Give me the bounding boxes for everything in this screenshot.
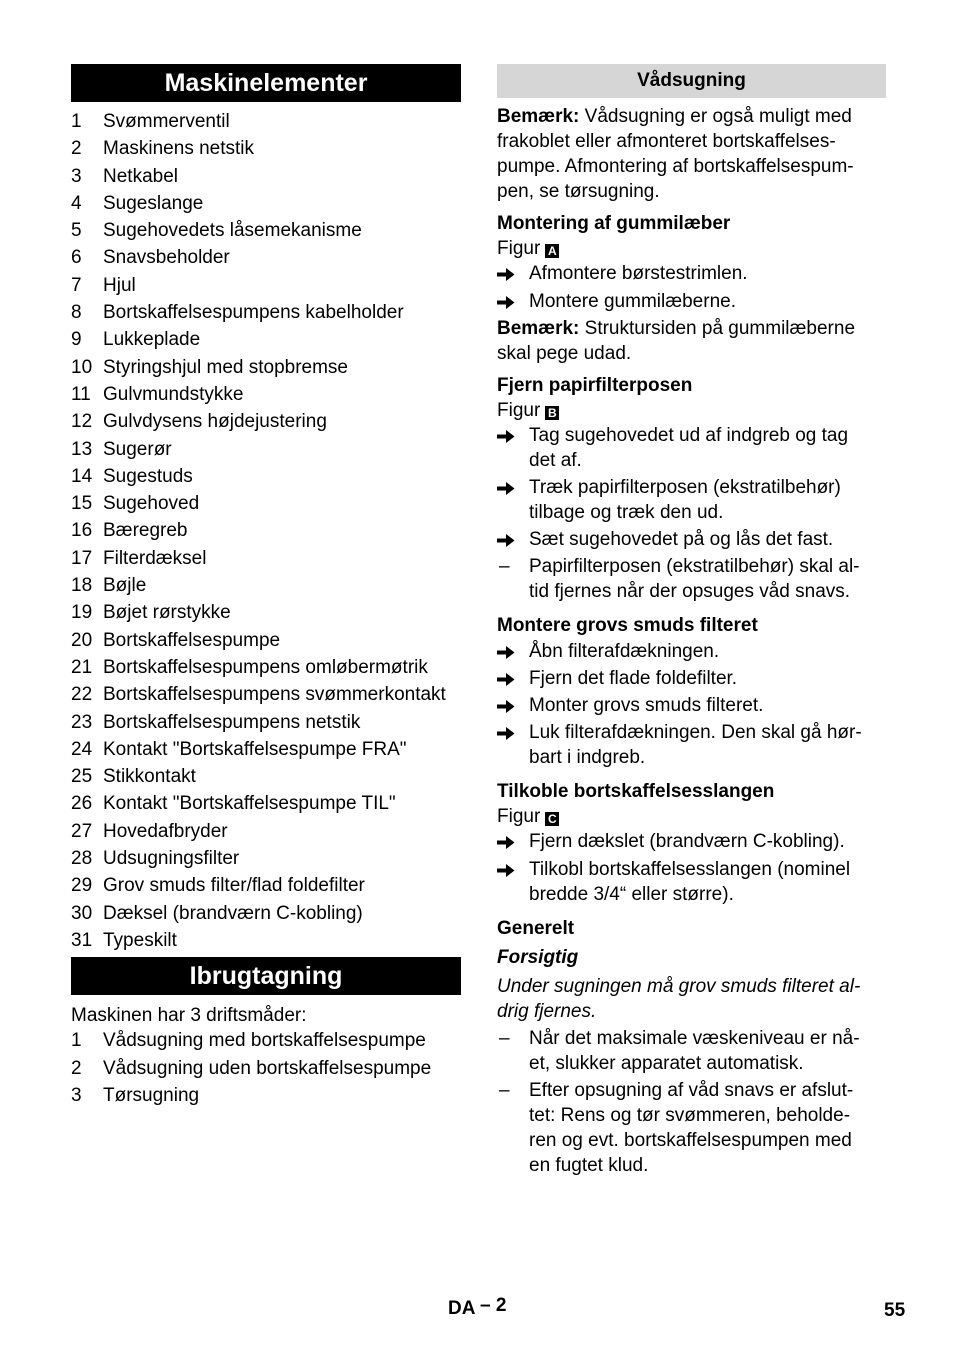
item-number: 30 <box>71 902 93 924</box>
list-item <box>71 490 461 517</box>
section-title-coarse-filter: Montere grovs smuds filteret <box>497 615 758 636</box>
item-text: Bortskaffelsespumpens omløbermøtrik <box>103 656 428 678</box>
step-text: Luk filterafdækningen. Den skal gå hør- <box>529 722 862 743</box>
list-item <box>71 736 461 763</box>
item-number: 27 <box>71 820 93 842</box>
item-number: 29 <box>71 875 93 897</box>
item-number: 20 <box>71 629 93 651</box>
dash-icon: – <box>499 1080 510 1101</box>
arrow-icon <box>497 639 529 664</box>
item-number: 22 <box>71 684 93 706</box>
step <box>497 261 886 286</box>
item-number: 16 <box>71 520 93 542</box>
item-text: Sugerør <box>103 438 172 460</box>
step <box>497 857 886 907</box>
item-text: Bortskaffelsespumpe <box>103 629 281 651</box>
step-text: bredde 3/4“ eller større). <box>529 884 734 905</box>
step <box>497 475 886 525</box>
right-column <box>497 64 886 1178</box>
step <box>497 289 886 314</box>
list-item <box>71 190 461 217</box>
item-text: Snavsbeholder <box>103 247 230 269</box>
item-number: 19 <box>71 602 93 624</box>
item-text: Filterdæksel <box>103 547 207 569</box>
figure-label: Figur <box>497 806 541 827</box>
footer-sep: – <box>480 1295 491 1316</box>
list-item <box>71 681 461 708</box>
dash-text: ren og evt. bortskaffelsespumpen med <box>529 1130 852 1151</box>
step-text: Fjern det flade foldefilter. <box>529 668 738 689</box>
figure-a-icon: A <box>545 244 559 258</box>
item-number: 3 <box>71 1084 82 1106</box>
step-text: Fjern dækslet (brandværn C-kobling). <box>529 831 845 852</box>
item-text: Lukkeplade <box>103 329 201 351</box>
list-item <box>71 1055 461 1082</box>
list-item <box>71 763 461 790</box>
list-item <box>71 872 461 899</box>
note-wet-vacuuming <box>497 104 886 204</box>
figure-ref <box>497 398 886 423</box>
list-item <box>71 517 461 544</box>
dash-item <box>497 554 886 604</box>
item-text: Gulvmundstykke <box>103 383 244 405</box>
step-text: Åbn filterafdækningen. <box>529 641 720 662</box>
item-text: Grov smuds filter/flad foldefilter <box>103 875 365 897</box>
caution-label: Forsigtig <box>497 947 579 968</box>
step <box>497 666 886 691</box>
list-item <box>71 545 461 572</box>
list-item <box>71 217 461 244</box>
item-number: 11 <box>71 383 91 405</box>
figure-ref <box>497 236 886 261</box>
footer-lang: DA <box>448 1298 475 1319</box>
item-text: Bortskaffelsespumpens svømmerkontakt <box>103 684 446 706</box>
footer-section-ref <box>448 1295 507 1320</box>
list-item <box>71 135 461 162</box>
section-title-general: Generelt <box>497 918 575 939</box>
item-number: 10 <box>71 356 93 378</box>
item-text: Gulvdysens højdejustering <box>103 411 327 433</box>
step <box>497 720 886 770</box>
section-title-rubber-lips: Montering af gummilæber <box>497 213 731 234</box>
note-rubber-lips <box>497 316 886 366</box>
step-text: Tilkobl bortskaffelsesslangen (nominel <box>529 859 851 880</box>
item-text: Hjul <box>103 274 136 296</box>
list-item <box>71 818 461 845</box>
item-text: Sugeslange <box>103 192 204 214</box>
dash-icon: – <box>499 556 510 577</box>
step-text: Træk papirfilterposen (ekstratilbehør) <box>529 477 841 498</box>
item-number: 3 <box>71 165 82 187</box>
item-text: Styringshjul med stopbremse <box>103 356 348 378</box>
footer-page-number: 55 <box>884 1300 906 1321</box>
item-text: Bøjet rørstykke <box>103 602 231 624</box>
item-number: 21 <box>71 656 93 678</box>
step-text: Montere gummilæberne. <box>529 291 736 312</box>
item-text: Sugehovedets låsemekanisme <box>103 220 362 242</box>
arrow-icon <box>497 857 529 907</box>
list-item <box>71 463 461 490</box>
item-number: 13 <box>71 438 93 460</box>
figure-label: Figur <box>497 400 541 421</box>
item-number: 18 <box>71 575 93 597</box>
list-item <box>71 599 461 626</box>
list-item <box>71 299 461 326</box>
dash-icon: – <box>499 1028 510 1049</box>
item-text: Maskinens netstik <box>103 138 255 160</box>
note-text: Vådsugning er også muligt med <box>579 106 852 127</box>
list-item <box>71 1082 461 1109</box>
dash-item <box>497 1078 886 1178</box>
item-number: 7 <box>71 274 82 296</box>
list-item <box>71 627 461 654</box>
figure-label: Figur <box>497 238 541 259</box>
arrow-icon <box>497 527 529 552</box>
list-item <box>71 436 461 463</box>
item-text: Dæksel (brandværn C-kobling) <box>103 902 363 924</box>
item-number: 9 <box>71 329 82 351</box>
list-item <box>71 381 461 408</box>
item-text: Typeskilt <box>103 929 177 951</box>
dash-text: et, slukker apparatet automatisk. <box>529 1053 804 1074</box>
item-text: Kontakt "Bortskaffelsespumpe TIL" <box>103 793 396 815</box>
heading-wet-vacuuming: Vådsugning <box>497 64 886 98</box>
list-item <box>71 927 461 954</box>
footer-section-page: 2 <box>495 1295 507 1316</box>
item-number: 23 <box>71 711 93 733</box>
dash-text: tet: Rens og tør svømmeren, beholde- <box>529 1105 851 1126</box>
step-text: bart i indgreb. <box>529 747 646 768</box>
arrow-icon <box>497 720 529 770</box>
step <box>497 693 886 718</box>
caution-text: Under sugningen må grov smuds filteret al- drig fjernes. <box>497 976 861 1022</box>
dash-text: en fugtet klud. <box>529 1155 649 1176</box>
section-title-disposal-hose: Tilkoble bortskaffelsesslangen <box>497 781 775 802</box>
list-item <box>71 709 461 736</box>
arrow-icon <box>497 289 529 314</box>
list-item <box>71 326 461 353</box>
item-number: 2 <box>71 138 82 160</box>
item-number: 1 <box>71 1030 82 1052</box>
dash-item <box>497 1026 886 1076</box>
item-number: 26 <box>71 793 93 815</box>
dash-text: Efter opsugning af våd snavs er afslut- <box>529 1080 854 1101</box>
item-number: 14 <box>71 465 93 487</box>
heading-machine-elements: Maskinelementer <box>71 64 461 102</box>
arrow-icon <box>497 261 529 286</box>
section-title-paper-filter: Fjern papirfilterposen <box>497 375 693 396</box>
note-text: Struktursiden på gummilæberne <box>579 318 856 339</box>
arrow-icon <box>497 829 529 854</box>
item-text: Bortskaffelsespumpens kabelholder <box>103 302 404 324</box>
item-number: 8 <box>71 302 82 324</box>
figure-ref <box>497 804 886 829</box>
parts-list <box>71 108 461 954</box>
item-number: 17 <box>71 547 93 569</box>
heading-commissioning: Ibrugtagning <box>71 957 461 995</box>
item-text: Svømmerventil <box>103 111 230 132</box>
dash-text: tid fjernes når der opsuges våd snavs. <box>529 581 851 602</box>
item-text: Sugestuds <box>103 465 193 487</box>
arrow-icon <box>497 423 529 473</box>
modes-intro: Maskinen har 3 driftsmåder: <box>71 1005 307 1027</box>
item-number: 1 <box>71 111 82 132</box>
step-text: Monter grovs smuds filteret. <box>529 695 764 716</box>
note-text: skal pege udad. <box>497 343 632 364</box>
step-text: tilbage og træk den ud. <box>529 502 724 523</box>
item-text: Stikkontakt <box>103 766 196 788</box>
item-text: Netkabel <box>103 165 178 187</box>
note-label: Bemærk: <box>497 318 580 339</box>
list-item <box>71 163 461 190</box>
list-item <box>71 1027 461 1054</box>
item-text: Bortskaffelsespumpens netstik <box>103 711 361 733</box>
list-item <box>71 790 461 817</box>
item-number: 28 <box>71 848 93 870</box>
figure-c-icon: C <box>545 812 559 826</box>
dash-text: Papirfilterposen (ekstratilbehør) skal al- <box>529 556 860 577</box>
left-column <box>71 64 461 1109</box>
list-item <box>71 654 461 681</box>
item-number: 6 <box>71 247 82 269</box>
step <box>497 423 886 473</box>
step <box>497 527 886 552</box>
arrow-icon <box>497 475 529 525</box>
item-text: Sugehoved <box>103 493 200 515</box>
item-text: Bøjle <box>103 575 147 597</box>
item-text: Kontakt "Bortskaffelsespumpe FRA" <box>103 738 407 760</box>
item-text: Bæregreb <box>103 520 188 542</box>
list-item <box>71 244 461 271</box>
step-text: Sæt sugehovedet på og lås det fast. <box>529 529 834 550</box>
item-number: 24 <box>71 738 93 760</box>
list-item <box>71 572 461 599</box>
step-text: det af. <box>529 450 582 471</box>
list-item <box>71 900 461 927</box>
arrow-icon <box>497 666 529 691</box>
dash-text: Når det maksimale væskeniveau er nå- <box>529 1028 860 1049</box>
item-number: 31 <box>71 929 93 951</box>
list-item <box>71 354 461 381</box>
step <box>497 829 886 854</box>
item-text: Udsugningsfilter <box>103 848 240 870</box>
note-text: pumpe. Afmontering af bortskaffelsespum- <box>497 156 854 177</box>
item-number: 2 <box>71 1057 82 1079</box>
step-text: Tag sugehovedet ud af indgreb og tag <box>529 425 849 446</box>
figure-b-icon: B <box>545 406 559 420</box>
list-item <box>71 845 461 872</box>
item-number: 15 <box>71 493 93 515</box>
step-text: Afmontere børstestrimlen. <box>529 263 748 284</box>
item-text: Hovedafbryder <box>103 820 228 842</box>
list-item <box>71 408 461 435</box>
note-text: frakoblet eller afmonteret bortskaffelses- <box>497 131 836 152</box>
list-item <box>71 272 461 299</box>
note-label: Bemærk: <box>497 106 580 127</box>
list-item <box>71 108 461 135</box>
item-number: 5 <box>71 220 82 242</box>
item-number: 12 <box>71 411 93 433</box>
item-text: Vådsugning med bortskaffelsespumpe <box>103 1030 426 1052</box>
arrow-icon <box>497 693 529 718</box>
item-number: 25 <box>71 766 93 788</box>
modes-list <box>71 1027 461 1109</box>
note-text: pen, se tørsugning. <box>497 181 660 202</box>
item-number: 4 <box>71 192 82 214</box>
item-text: Tørsugning <box>103 1084 200 1106</box>
step <box>497 639 886 664</box>
item-text: Vådsugning uden bortskaffelsespumpe <box>103 1057 432 1079</box>
